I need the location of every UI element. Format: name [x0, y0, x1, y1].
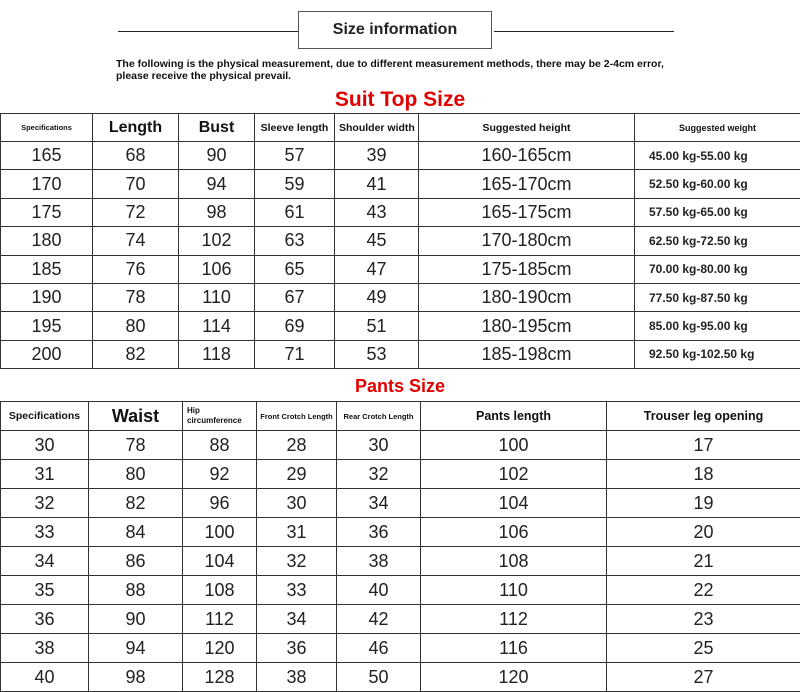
cell-specification: 200: [1, 340, 93, 368]
cell-shoulder-width: 47: [335, 255, 419, 283]
cell-sleeve-length: 59: [255, 170, 335, 198]
cell-specification: 35: [1, 576, 89, 605]
cell-suggested-weight: 70.00 kg-80.00 kg: [635, 255, 800, 283]
table-row: [1, 283, 800, 311]
cell-length: 72: [93, 198, 179, 226]
cell-trouser-leg-opening: 22: [607, 576, 800, 605]
cell-sleeve-length: 57: [255, 142, 335, 170]
cell-waist: 98: [89, 663, 183, 692]
table-row: [1, 547, 800, 576]
cell-specification: 33: [1, 518, 89, 547]
cell-length: 70: [93, 170, 179, 198]
cell-trouser-leg-opening: 19: [607, 489, 800, 518]
cell-length: 74: [93, 227, 179, 255]
cell-bust: 114: [179, 312, 255, 340]
cell-specification: 40: [1, 663, 89, 692]
cell-suggested-weight: 52.50 kg-60.00 kg: [635, 170, 800, 198]
cell-rear-crotch-length: 50: [337, 663, 421, 692]
cell-suggested-height: 170-180cm: [419, 227, 635, 255]
cell-waist: 82: [89, 489, 183, 518]
column-header-specifications: Specifications: [1, 114, 93, 142]
pants-size-table: [0, 401, 800, 692]
cell-specification: 170: [1, 170, 93, 198]
cell-sleeve-length: 69: [255, 312, 335, 340]
measurement-notice: The following is the physical measurement, due to different measurement methods, there may be 2-4cm error, please receive the physical prevail.: [116, 58, 696, 82]
table-row: [1, 142, 800, 170]
cell-suggested-weight: 62.50 kg-72.50 kg: [635, 227, 800, 255]
cell-rear-crotch-length: 46: [337, 634, 421, 663]
cell-hip-circumference: 128: [183, 663, 257, 692]
cell-rear-crotch-length: 38: [337, 547, 421, 576]
cell-bust: 106: [179, 255, 255, 283]
cell-trouser-leg-opening: 21: [607, 547, 800, 576]
table-row: [1, 576, 800, 605]
column-header-shoulder-width: Shoulder width: [335, 114, 419, 142]
cell-sleeve-length: 67: [255, 283, 335, 311]
cell-bust: 90: [179, 142, 255, 170]
cell-trouser-leg-opening: 20: [607, 518, 800, 547]
cell-trouser-leg-opening: 25: [607, 634, 800, 663]
table-row: [1, 663, 800, 692]
cell-sleeve-length: 61: [255, 198, 335, 226]
cell-specification: 34: [1, 547, 89, 576]
cell-sleeve-length: 65: [255, 255, 335, 283]
column-header-pants-length: Pants length: [421, 402, 607, 431]
cell-specification: 190: [1, 283, 93, 311]
cell-pants-length: 106: [421, 518, 607, 547]
column-header-bust: Bust: [179, 114, 255, 142]
cell-rear-crotch-length: 40: [337, 576, 421, 605]
cell-front-crotch-length: 36: [257, 634, 337, 663]
cell-front-crotch-length: 38: [257, 663, 337, 692]
cell-trouser-leg-opening: 18: [607, 460, 800, 489]
cell-suggested-height: 185-198cm: [419, 340, 635, 368]
cell-specification: 165: [1, 142, 93, 170]
cell-shoulder-width: 53: [335, 340, 419, 368]
cell-hip-circumference: 92: [183, 460, 257, 489]
cell-waist: 84: [89, 518, 183, 547]
cell-pants-length: 112: [421, 605, 607, 634]
header-divider-left: [118, 31, 298, 32]
column-header-suggested-weight: Suggested weight: [635, 114, 800, 142]
cell-front-crotch-length: 31: [257, 518, 337, 547]
cell-waist: 78: [89, 431, 183, 460]
cell-pants-length: 110: [421, 576, 607, 605]
cell-length: 82: [93, 340, 179, 368]
cell-suggested-weight: 77.50 kg-87.50 kg: [635, 283, 800, 311]
suit-top-size-table: [0, 113, 800, 369]
cell-specification: 38: [1, 634, 89, 663]
cell-hip-circumference: 112: [183, 605, 257, 634]
cell-specification: 31: [1, 460, 89, 489]
cell-suggested-weight: 57.50 kg-65.00 kg: [635, 198, 800, 226]
cell-bust: 94: [179, 170, 255, 198]
table-row: [1, 460, 800, 489]
cell-rear-crotch-length: 34: [337, 489, 421, 518]
cell-length: 78: [93, 283, 179, 311]
cell-pants-length: 108: [421, 547, 607, 576]
table-row: [1, 634, 800, 663]
table-row: [1, 198, 800, 226]
cell-sleeve-length: 71: [255, 340, 335, 368]
column-header-length: Length: [93, 114, 179, 142]
table-row: [1, 255, 800, 283]
suit-top-title: Suit Top Size: [0, 88, 800, 112]
cell-front-crotch-length: 29: [257, 460, 337, 489]
cell-rear-crotch-length: 32: [337, 460, 421, 489]
cell-suggested-weight: 45.00 kg-55.00 kg: [635, 142, 800, 170]
cell-length: 68: [93, 142, 179, 170]
table-row: [1, 170, 800, 198]
cell-rear-crotch-length: 30: [337, 431, 421, 460]
cell-front-crotch-length: 32: [257, 547, 337, 576]
table-row: [1, 312, 800, 340]
cell-suggested-height: 165-170cm: [419, 170, 635, 198]
cell-specification: 195: [1, 312, 93, 340]
table-header-row: [1, 402, 800, 431]
page-title: Size information: [298, 11, 492, 49]
cell-shoulder-width: 43: [335, 198, 419, 226]
column-header-rear-crotch-length: Rear Crotch Length: [337, 402, 421, 431]
cell-suggested-weight: 92.50 kg-102.50 kg: [635, 340, 800, 368]
cell-waist: 88: [89, 576, 183, 605]
cell-suggested-height: 175-185cm: [419, 255, 635, 283]
cell-bust: 110: [179, 283, 255, 311]
header-divider-right: [494, 31, 674, 32]
cell-specification: 36: [1, 605, 89, 634]
table-row: [1, 518, 800, 547]
cell-hip-circumference: 108: [183, 576, 257, 605]
cell-suggested-height: 180-190cm: [419, 283, 635, 311]
cell-pants-length: 120: [421, 663, 607, 692]
cell-trouser-leg-opening: 23: [607, 605, 800, 634]
cell-pants-length: 116: [421, 634, 607, 663]
table-row: [1, 340, 800, 368]
cell-hip-circumference: 120: [183, 634, 257, 663]
cell-hip-circumference: 104: [183, 547, 257, 576]
cell-sleeve-length: 63: [255, 227, 335, 255]
table-row: [1, 489, 800, 518]
column-header-specifications: Specifications: [1, 402, 89, 431]
cell-waist: 90: [89, 605, 183, 634]
table-row: [1, 227, 800, 255]
cell-rear-crotch-length: 42: [337, 605, 421, 634]
column-header-suggested-height: Suggested height: [419, 114, 635, 142]
cell-specification: 185: [1, 255, 93, 283]
pants-title: Pants Size: [0, 376, 800, 397]
cell-specification: 30: [1, 431, 89, 460]
cell-front-crotch-length: 28: [257, 431, 337, 460]
cell-length: 80: [93, 312, 179, 340]
column-header-front-crotch-length: Front Crotch Length: [257, 402, 337, 431]
cell-pants-length: 100: [421, 431, 607, 460]
cell-shoulder-width: 49: [335, 283, 419, 311]
cell-shoulder-width: 41: [335, 170, 419, 198]
cell-waist: 80: [89, 460, 183, 489]
cell-specification: 32: [1, 489, 89, 518]
cell-hip-circumference: 88: [183, 431, 257, 460]
column-header-sleeve-length: Sleeve length: [255, 114, 335, 142]
cell-suggested-weight: 85.00 kg-95.00 kg: [635, 312, 800, 340]
column-header-trouser-leg-opening: Trouser leg opening: [607, 402, 800, 431]
cell-front-crotch-length: 33: [257, 576, 337, 605]
column-header-hip-circumference: Hip circumference: [183, 402, 257, 431]
cell-length: 76: [93, 255, 179, 283]
table-header-row: [1, 114, 800, 142]
cell-suggested-height: 160-165cm: [419, 142, 635, 170]
cell-shoulder-width: 39: [335, 142, 419, 170]
cell-bust: 118: [179, 340, 255, 368]
table-row: [1, 605, 800, 634]
cell-trouser-leg-opening: 27: [607, 663, 800, 692]
cell-hip-circumference: 100: [183, 518, 257, 547]
cell-waist: 86: [89, 547, 183, 576]
cell-pants-length: 102: [421, 460, 607, 489]
cell-bust: 102: [179, 227, 255, 255]
cell-suggested-height: 180-195cm: [419, 312, 635, 340]
cell-trouser-leg-opening: 17: [607, 431, 800, 460]
column-header-waist: Waist: [89, 402, 183, 431]
cell-waist: 94: [89, 634, 183, 663]
cell-specification: 175: [1, 198, 93, 226]
cell-specification: 180: [1, 227, 93, 255]
cell-shoulder-width: 45: [335, 227, 419, 255]
cell-bust: 98: [179, 198, 255, 226]
cell-front-crotch-length: 34: [257, 605, 337, 634]
table-row: [1, 431, 800, 460]
cell-shoulder-width: 51: [335, 312, 419, 340]
cell-hip-circumference: 96: [183, 489, 257, 518]
cell-rear-crotch-length: 36: [337, 518, 421, 547]
cell-pants-length: 104: [421, 489, 607, 518]
cell-suggested-height: 165-175cm: [419, 198, 635, 226]
cell-front-crotch-length: 30: [257, 489, 337, 518]
